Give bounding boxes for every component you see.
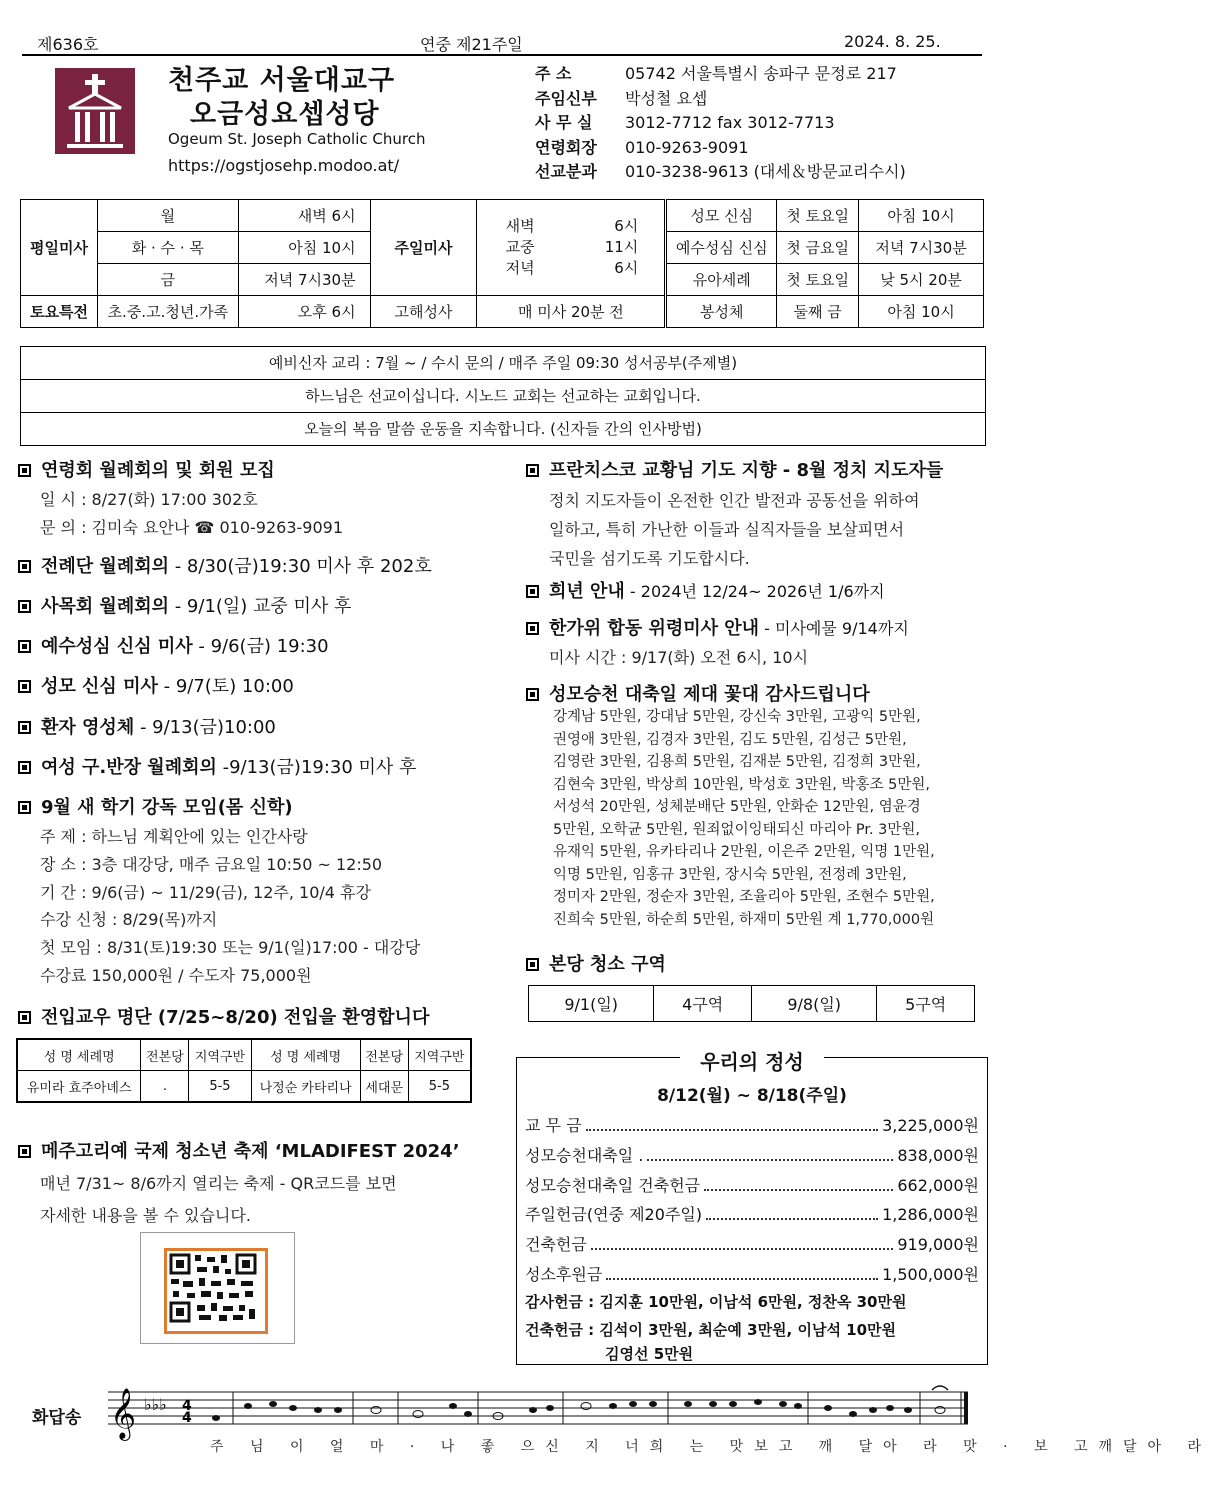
course-place: 장 소 : 3층 대강당, 매주 금요일 10:50 ~ 12:50: [40, 855, 383, 874]
thanks-offering: 감사헌금 : 김지훈 10만원, 이남석 6만원, 정찬옥 30만원: [525, 1293, 907, 1311]
section-cleaning-zones: 본당 청소 구역: [526, 950, 666, 976]
altar-flower-donors: 강계남 5만원, 강대남 5만원, 강신숙 3만원, 고광익 5만원, 권영애 3만원, 김경자 3만원, 김도 5만원, 김성근 5만원, 김영란 3만원, 김용희 5만원, 김재분 5만원, 김정희 3만원, 김현숙 3만원, 박상희 10만원, 박성호 3만원, 박홍조 5만원, 서성석 20만원, 성체분배단 5만원, 안화순 12만원, 염윤경 5만원, 오학균 5만원, 원죄없이잉태되신 마리아 Pr. 3만원, 유재익 5만원, 유카타리나 2만원, 이은주 2만원, 익명 1만원, 익명 5만원, 임홍규 3만원, 장시숙 5만원, 전정례 3만원, 정미자 2만원, 정순자 3만원, 조율리아 5만원, 조현수 5만원, 진희숙 5만원, 하순희 5만원, 하재미 5만원 계 1,770,000원: [553, 709, 935, 928]
svg-text:𝄞: 𝄞: [110, 1388, 137, 1439]
offering-period: 8/12(월) ~ 8/18(주일): [657, 1086, 847, 1106]
funeral-contact: 문 의 : 김미숙 요안나 ☎ 010-9263-9091: [40, 518, 344, 537]
section-pope-prayer: 프란치스코 교황님 기도 지향 - 8월 정치 지도자들: [526, 456, 943, 482]
parish-url[interactable]: https://ogstjosehp.modoo.at/: [168, 156, 400, 175]
offering-row: 성소후원금 1,500,000원: [525, 1262, 979, 1285]
offering-title: 우리의 정성: [680, 1050, 824, 1074]
church-building-icon: [55, 68, 135, 154]
section-sacred-heart-mass: 예수성심 신심 미사 - 9/6(금) 19:30: [18, 632, 329, 658]
offering-row: 성모승천대축일 건축헌금 662,000원: [525, 1173, 979, 1196]
section-liturgy-meeting: 전례단 월례회의 - 8/30(금)19:30 미사 후 202호: [18, 552, 432, 578]
section-women-leaders-meeting: 여성 구.반장 월례회의 -9/13(금)19:30 미사 후: [18, 753, 416, 779]
notice-gospel: 오늘의 복음 말씀 운동을 지속합니다. (신자들 간의 인사방법): [304, 420, 702, 438]
pope-prayer-text: 정치 지도자들이 온전한 인간 발전과 공동선을 위하여 일하고, 특히 가난한 이들과 실직자들을 보살피면서 국민을 섬기도록 기도합시다.: [549, 491, 920, 568]
section-mladifest: 메주고리예 국제 청소년 축제 ‘MLADIFEST 2024’: [18, 1137, 460, 1163]
new-parishioners-table: 성 명 세례명 전본당 지역구반 성 명 세례명 전본당 지역구반 유미라 효주아녜스 . 5-5 나정순 카타리나 세대문 5-5: [16, 1038, 472, 1103]
mass-schedule-table: 평일미사 월 새벽 6시 주일미사 새벽 교중 저녁 6시 11시 6시 성모 신심 첫 토요일 아침 10시 화 · 수 · 목 아침 10시 예수성심 신심 첫 금요일 저녁 7시30분 금 저녁 7시30분 유아세례 첫 토요일 낮 5시 20분 토요특전 초.중.고.청년.가족 오후 6시 고해성사 매 미사 20분 전 봉성체 둘째 금 아침 10시: [20, 199, 984, 328]
section-pastoral-meeting: 사목회 월례회의 - 9/1(일) 교중 미사 후: [18, 592, 351, 618]
course-first-meeting: 첫 모임 : 8/31(토)19:30 또는 9/1(일)17:00 - 대강당: [40, 938, 421, 957]
psalm-label: 화답송: [32, 1408, 82, 1428]
contact-info: 주 소 05742 서울특별시 송파구 문정로 217 주임신부 박성철 요셉 사 무 실 3012-7712 fax 3012-7713 연령회장 010-9263-9091 선교분과 010-3238-9613 (대세＆방문교리수시): [535, 64, 906, 181]
section-sick-communion: 환자 영성체 - 9/13(금)10:00: [18, 713, 276, 739]
mladifest-line1: 매년 7/31~ 8/6까지 열리는 축제 - QR코드를 보면: [40, 1174, 397, 1193]
course-topic: 주 제 : 하느님 계획안에 있는 인간사랑: [40, 827, 308, 846]
psalm-staff: [108, 1388, 978, 1439]
course-fee: 수강료 150,000원 / 수도자 75,000원: [40, 966, 312, 985]
svg-text:4: 4: [182, 1398, 192, 1414]
issue-date: 2024. 8. 25.: [844, 32, 941, 51]
building-offering-cont: 김영선 5만원: [605, 1345, 694, 1363]
course-registration: 수강 신청 : 8/29(목)까지: [40, 910, 218, 929]
section-funeral-committee: 연령회 월례회의 및 회원 모집: [18, 456, 275, 482]
top-line: [22, 30, 982, 56]
psalm-lyrics: 주 님 이 얼 마 · 나 좋 으신 지 너희 는 맛보고 깨 달아 라 맛 · 보 고깨달아 라: [210, 1439, 1212, 1455]
offering-row: 건축헌금 919,000원: [525, 1232, 979, 1255]
offering-row: 성모승천대축일 . 838,000원: [525, 1143, 979, 1166]
diocese-name: 천주교 서울대교구: [168, 65, 396, 96]
section-altar-flowers: 성모승천 대축일 제대 꽃대 감사드립니다: [526, 680, 870, 706]
mladifest-line2: 자세한 내용을 볼 수 있습니다.: [40, 1206, 251, 1225]
funeral-meeting-time: 일 시 : 8/27(화) 17:00 302호: [40, 490, 258, 509]
parish-name: 오금성요셉성당: [190, 99, 380, 130]
svg-text:♭♭♭: ♭♭♭: [144, 1395, 167, 1414]
section-jubilee: 희년 안내 - 2024년 12/24~ 2026년 1/6까지: [526, 577, 885, 603]
offering-row: 주일헌금(연중 제20주일) 1,286,000원: [525, 1202, 979, 1225]
qr-code-frame[interactable]: [140, 1232, 295, 1344]
notice-mission: 하느님은 선교이십니다. 시노드 교회는 선교하는 교회입니다.: [21, 380, 985, 413]
liturgical-sunday: 연중 제21주일: [420, 35, 523, 54]
offering-box: [516, 1050, 988, 1365]
offering-row: 교 무 금 3,225,000원: [525, 1113, 979, 1136]
course-period: 기 간 : 9/6(금) ~ 11/29(금), 12주, 10/4 휴강: [40, 883, 371, 902]
parish-english-name: Ogeum St. Joseph Catholic Church: [168, 130, 426, 148]
notice-bars: [20, 346, 986, 446]
notice-catechism: 예비신자 교리 : 7월 ~ / 수시 문의 / 매주 주일 09:30 성서공부(주제별): [21, 347, 985, 380]
building-offering: 건축헌금 : 김석이 3만원, 최순예 3만원, 이남석 10만원: [525, 1321, 897, 1339]
section-new-parishioners: 전입교우 명단 (7/25~8/20) 전입을 환영합니다: [18, 1003, 429, 1029]
section-theology-of-body: 9월 새 학기 강독 모임(몸 신학): [18, 793, 293, 819]
church-logo: [55, 68, 135, 154]
section-chuseok-memorial-mass: 한가위 합동 위령미사 안내 - 미사예물 9/14까지: [526, 614, 909, 640]
music-staff-icon: [108, 1388, 978, 1439]
issue-number: 제636호: [37, 35, 99, 54]
section-marian-mass: 성모 신심 미사 - 9/7(토) 10:00: [18, 672, 294, 698]
cleaning-zone-table: 9/1(일) 4구역 9/8(일) 5구역: [528, 985, 975, 1022]
memorial-mass-time: 미사 시간 : 9/17(화) 오전 6시, 10시: [549, 648, 809, 667]
qr-code-icon: [167, 1251, 259, 1325]
svg-text:4: 4: [182, 1410, 192, 1426]
